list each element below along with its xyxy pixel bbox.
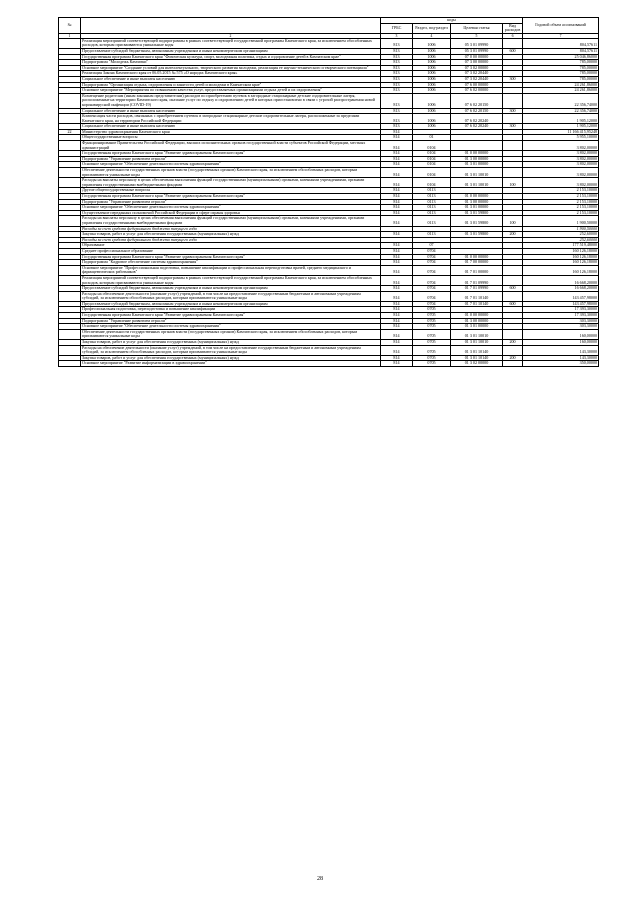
cell-name: Социальное обеспечение и иные выплаты населению bbox=[81, 124, 381, 130]
cell-rz: 0705 bbox=[413, 345, 451, 355]
cell-vr: 300 bbox=[503, 108, 523, 114]
cell-rz: 0705 bbox=[413, 318, 451, 324]
table-row bbox=[59, 265, 599, 275]
cell-name: Образование bbox=[81, 243, 381, 249]
table-row bbox=[59, 361, 599, 367]
cell-cs: 01 7 01 10140 bbox=[451, 291, 503, 301]
cell-name: Государственная программа Камчатского края "Развитие здравоохранения Камчатского края" bbox=[81, 313, 381, 319]
table-row bbox=[59, 345, 599, 355]
cell-cs: 01 3 01 10140 bbox=[451, 355, 503, 361]
cell-rz: 0705 bbox=[413, 355, 451, 361]
cell-cs: 01 3 00 00000 bbox=[451, 318, 503, 324]
cell-vr: 200 bbox=[503, 355, 523, 361]
cell-cs: 07 3 02 00000 bbox=[451, 65, 503, 71]
cell-name: Реализация Закона Камчатского края от 06.05.2015 № 575 «О народах Камчатского края» bbox=[81, 71, 381, 77]
cell-grbs: 814 bbox=[381, 205, 413, 211]
cell-sum: 804,57611 bbox=[523, 38, 599, 48]
cell-rz: 1006 bbox=[413, 54, 451, 60]
cell-vr bbox=[503, 114, 523, 124]
cell-grbs: 814 bbox=[381, 129, 413, 135]
cell-name: Подпрограмма "Управление развитием отрасли" bbox=[81, 199, 381, 205]
cell-sum: 2 153,10000 bbox=[523, 188, 599, 194]
cell-name: Государственная программа Камчатского края "Развитие здравоохранения Камчатского края" bbox=[81, 151, 381, 157]
cell-vr bbox=[503, 291, 523, 301]
cell-name: Расходы на обеспечение деятельности (оказание услуг) учреждений, в том числе на предоставление государственным бюджетным и автономным учреждениям субсидий, за исключением обособленных расходов, которым присваиваются уникальные коды bbox=[81, 291, 381, 301]
cell-cs bbox=[451, 141, 503, 151]
cell-grbs: 813 bbox=[381, 114, 413, 124]
cell-name: Подпрограмма "Управление развитием отрасли" bbox=[81, 156, 381, 162]
header-num: 5 bbox=[451, 33, 503, 38]
cell-sum: 3 802,00000 bbox=[523, 178, 599, 188]
cell-name: Закупка товаров, работ и услуг для обеспечения государственных (муниципальных) нужд bbox=[81, 232, 381, 238]
cell-name: Подпрограмма "Молодежь Камчатки" bbox=[81, 60, 381, 66]
cell-rz: 0704 bbox=[413, 260, 451, 266]
cell-rz: 0705 bbox=[413, 361, 451, 367]
table-row bbox=[59, 291, 599, 301]
cell-vr bbox=[503, 329, 523, 339]
header-name bbox=[81, 18, 381, 34]
cell-name: Обеспечение деятельности государственных органов власти (государственных органов) Камчатского края, за исключением обособленных расходов, которым присваиваются уникальные коды bbox=[81, 329, 381, 339]
cell-rz: 0113 bbox=[413, 210, 451, 216]
cell-vr: 600 bbox=[503, 301, 523, 307]
cell-name: Социальное обеспечение и иные выплаты населению bbox=[81, 76, 381, 82]
cell-grbs: 814 bbox=[381, 361, 413, 367]
cell-name: Другие общегосударственные вопросы bbox=[81, 188, 381, 194]
cell-grbs: 814 bbox=[381, 324, 413, 330]
cell-grbs: 814 bbox=[381, 254, 413, 260]
cell-no bbox=[59, 361, 81, 367]
cell-rz: 1006 bbox=[413, 65, 451, 71]
cell-grbs: 814 bbox=[381, 194, 413, 200]
cell-sum: 22 356,74000 bbox=[523, 108, 599, 114]
cell-vr bbox=[503, 361, 523, 367]
cell-grbs: 813 bbox=[381, 71, 413, 77]
cell-grbs: 813 bbox=[381, 38, 413, 48]
cell-rz: 0113 bbox=[413, 205, 451, 211]
header-section: Раздел, под-раздел bbox=[413, 23, 451, 33]
cell-no bbox=[59, 168, 81, 178]
cell-cs: 07 0 00 00000 bbox=[451, 54, 503, 60]
cell-vr: 600 bbox=[503, 286, 523, 292]
cell-grbs: 814 bbox=[381, 188, 413, 194]
cell-rz: 0113 bbox=[413, 199, 451, 205]
table-row bbox=[59, 93, 599, 108]
cell-name: Основное мероприятие "Обеспечение деятельности системы здравоохранения" bbox=[81, 205, 381, 211]
header-codes: коды bbox=[381, 18, 523, 24]
cell-vr bbox=[503, 38, 523, 48]
header-num: 4 bbox=[413, 33, 451, 38]
cell-sum: 350,00000 bbox=[523, 361, 599, 367]
cell-sum: 177 519,48000 bbox=[523, 243, 599, 249]
cell-vr: 300 bbox=[503, 124, 523, 130]
cell-sum: 160 126,18000 bbox=[523, 265, 599, 275]
cell-name: Закупка товаров, работ и услуг для обеспечения государственных (муниципальных) нужд bbox=[81, 340, 381, 346]
cell-name: Основное мероприятие "Развитие информатизации в здравоохранении" bbox=[81, 361, 381, 367]
cell-rz: 0704 bbox=[413, 265, 451, 275]
cell-rz: 1006 bbox=[413, 71, 451, 77]
cell-grbs: 814 bbox=[381, 232, 413, 238]
cell-grbs: 813 bbox=[381, 88, 413, 94]
cell-name: Предоставление субсидий бюджетным, автономным учреждениям и иным некоммерческим организациям bbox=[81, 286, 381, 292]
cell-cs: 01 3 01 00000 bbox=[451, 162, 503, 168]
cell-name: Социальное обеспечение и иные выплаты населению bbox=[81, 108, 381, 114]
cell-rz: 0704 bbox=[413, 275, 451, 285]
cell-name: Предоставление субсидий бюджетным, автономным учреждениям и иным некоммерческим организациям bbox=[81, 48, 381, 54]
cell-rz: 0104 bbox=[413, 178, 451, 188]
cell-rz: 0104 bbox=[413, 156, 451, 162]
cell-name: Основное мероприятие "Создание условий для интеллектуального, творческого развития молодежи, реализация ее научно-технического и творческого потенциала" bbox=[81, 65, 381, 71]
table-row bbox=[59, 38, 599, 48]
table-row bbox=[59, 275, 599, 285]
cell-grbs: 814 bbox=[381, 135, 413, 141]
cell-cs: 07 3 02 20440 bbox=[451, 76, 503, 82]
cell-rz: 1006 bbox=[413, 60, 451, 66]
cell-name: Расходы за счет средств федерального бюджета текущего года bbox=[81, 237, 381, 243]
cell-cs: 01 3 01 10010 bbox=[451, 340, 503, 346]
cell-no bbox=[59, 114, 81, 124]
cell-grbs: 814 bbox=[381, 243, 413, 249]
cell-sum: 303,30000 bbox=[523, 324, 599, 330]
cell-no bbox=[59, 275, 81, 285]
header-exp-type: Вид расходов bbox=[503, 23, 523, 33]
cell-sum: 5 955,10000 bbox=[523, 135, 599, 141]
cell-vr: 200 bbox=[503, 340, 523, 346]
cell-sum: 11 166 415,95248 bbox=[523, 129, 599, 135]
cell-name: Подпрограмма "Кадровое обеспечение системы здравоохранения" bbox=[81, 260, 381, 266]
cell-grbs: 814 bbox=[381, 345, 413, 355]
cell-sum: 1 900,50000 bbox=[523, 216, 599, 226]
cell-cs: 01 3 01 59800 bbox=[451, 232, 503, 238]
cell-vr: 300 bbox=[503, 76, 523, 82]
cell-grbs: 814 bbox=[381, 141, 413, 151]
cell-sum: 785,00000 bbox=[523, 65, 599, 71]
cell-sum: 24 261,86000 bbox=[523, 82, 599, 88]
cell-rz: 1006 bbox=[413, 124, 451, 130]
table-row bbox=[59, 216, 599, 226]
cell-grbs: 814 bbox=[381, 340, 413, 346]
table-row bbox=[59, 168, 599, 178]
cell-cs: 01 7 01 09990 bbox=[451, 275, 503, 285]
cell-grbs: 814 bbox=[381, 260, 413, 266]
cell-rz: 0113 bbox=[413, 194, 451, 200]
cell-cs: 01 3 00 00000 bbox=[451, 156, 503, 162]
cell-sum: 143 457,98000 bbox=[523, 291, 599, 301]
cell-name: Закупка товаров, работ и услуг для обеспечения государственных (муниципальных) нужд bbox=[81, 355, 381, 361]
table-row bbox=[59, 141, 599, 151]
cell-sum: 22 356,74000 bbox=[523, 93, 599, 108]
cell-vr bbox=[503, 265, 523, 275]
cell-vr bbox=[503, 93, 523, 108]
header-target: Целевая статья bbox=[451, 23, 503, 33]
cell-grbs: 814 bbox=[381, 307, 413, 313]
cell-name: Основное мероприятие "Профессиональная подготовка, повышение квалификации и профессиональная переподготовка врачей, среднего медицинского и фармацевтических работников" bbox=[81, 265, 381, 275]
cell-no bbox=[59, 291, 81, 301]
cell-grbs: 814 bbox=[381, 156, 413, 162]
header-num: 1 bbox=[59, 33, 81, 38]
cell-sum: 804,57611 bbox=[523, 48, 599, 54]
cell-sum: 24 261,86000 bbox=[523, 88, 599, 94]
cell-vr bbox=[503, 141, 523, 151]
cell-grbs: 814 bbox=[381, 329, 413, 339]
cell-cs: 07 3 02 20440 bbox=[451, 71, 503, 77]
cell-rz: 0104 bbox=[413, 168, 451, 178]
cell-grbs: 814 bbox=[381, 291, 413, 301]
cell-sum: 160 126,18000 bbox=[523, 248, 599, 254]
cell-rz: 1006 bbox=[413, 82, 451, 88]
cell-rz: 0704 bbox=[413, 301, 451, 307]
cell-rz: 1006 bbox=[413, 48, 451, 54]
cell-sum: 17 393,30000 bbox=[523, 313, 599, 319]
cell-no bbox=[59, 216, 81, 226]
cell-cs: 07 6 02 20240 bbox=[451, 114, 503, 124]
cell-cs: 01 7 00 00000 bbox=[451, 260, 503, 266]
cell-name: Профессиональная подготовка, переподготовка и повышение квалификации bbox=[81, 307, 381, 313]
cell-rz: 1006 bbox=[413, 76, 451, 82]
cell-cs: 01 0 00 00000 bbox=[451, 194, 503, 200]
table-body bbox=[59, 38, 599, 366]
cell-sum: 25 046,86000 bbox=[523, 54, 599, 60]
cell-sum: 16 668,20000 bbox=[523, 275, 599, 285]
header-num: 3 bbox=[381, 33, 413, 38]
cell-rz: 1006 bbox=[413, 93, 451, 108]
cell-cs: 01 3 01 10010 bbox=[451, 168, 503, 178]
cell-grbs: 814 bbox=[381, 265, 413, 275]
cell-sum: 3 802,00000 bbox=[523, 156, 599, 162]
cell-rz: 01 bbox=[413, 135, 451, 141]
cell-sum: 160 126,18000 bbox=[523, 254, 599, 260]
cell-vr: 600 bbox=[503, 48, 523, 54]
cell-cs: 01 3 01 10140 bbox=[451, 345, 503, 355]
cell-sum: 785,00000 bbox=[523, 60, 599, 66]
cell-rz: 0705 bbox=[413, 313, 451, 319]
cell-rz: 0705 bbox=[413, 329, 451, 339]
cell-rz: 0705 bbox=[413, 307, 451, 313]
cell-grbs: 814 bbox=[381, 151, 413, 157]
cell-grbs: 813 bbox=[381, 82, 413, 88]
cell-name: Общегосударственные вопросы bbox=[81, 135, 381, 141]
cell-sum: 2 153,10000 bbox=[523, 194, 599, 200]
cell-rz: 0705 bbox=[413, 324, 451, 330]
cell-name: Расходы за счет средств федерального бюджета текущего года bbox=[81, 226, 381, 232]
cell-sum: 252,60000 bbox=[523, 237, 599, 243]
header-num: 2 bbox=[81, 33, 381, 38]
cell-grbs: 813 bbox=[381, 93, 413, 108]
cell-rz: 1006 bbox=[413, 38, 451, 48]
cell-grbs: 814 bbox=[381, 199, 413, 205]
cell-sum: 160 126,18000 bbox=[523, 260, 599, 266]
cell-cs: 01 0 00 00000 bbox=[451, 151, 503, 157]
cell-grbs: 813 bbox=[381, 65, 413, 71]
cell-rz: 0104 bbox=[413, 162, 451, 168]
cell-rz: 1006 bbox=[413, 114, 451, 124]
cell-name: Осуществление переданных полномочий Российской Федерации в сфере охраны здоровья bbox=[81, 210, 381, 216]
cell-no bbox=[59, 265, 81, 275]
cell-rz: 0104 bbox=[413, 141, 451, 151]
cell-rz: 0113 bbox=[413, 188, 451, 194]
cell-sum: 1 905,12000 bbox=[523, 124, 599, 130]
cell-sum: 2 153,10000 bbox=[523, 210, 599, 216]
table-row bbox=[59, 178, 599, 188]
cell-no bbox=[59, 178, 81, 188]
cell-cs: 01 3 02 00000 bbox=[451, 361, 503, 367]
cell-rz: 1006 bbox=[413, 108, 451, 114]
cell-cs: 01 0 00 00000 bbox=[451, 313, 503, 319]
cell-name: Основное мероприятие "Обеспечение деятельности системы здравоохранения" bbox=[81, 162, 381, 168]
cell-grbs: 814 bbox=[381, 210, 413, 216]
cell-grbs: 814 bbox=[381, 216, 413, 226]
cell-cs: 01 3 01 59800 bbox=[451, 210, 503, 216]
cell-cs: 07 6 02 20150 bbox=[451, 108, 503, 114]
cell-name: Расходы на обеспечение деятельности (оказание услуг) учреждений, в том числе на предоставление государственным бюджетным и автономным учреждениям субсидий, за исключением обособленных расходов, которым присваиваются уникальные коды bbox=[81, 345, 381, 355]
cell-cs: 01 7 01 00000 bbox=[451, 265, 503, 275]
cell-sum: 17 393,30000 bbox=[523, 307, 599, 313]
cell-sum: 160,00000 bbox=[523, 340, 599, 346]
cell-name: Основное мероприятие "Обеспечение деятельности системы здравоохранения" bbox=[81, 324, 381, 330]
cell-rz: 0104 bbox=[413, 151, 451, 157]
table-row bbox=[59, 329, 599, 339]
cell-name: Среднее профессиональное образование bbox=[81, 248, 381, 254]
cell-name: Возмещение родителям (иным законным представителям) расходов по приобретению путевок в загородные стационарные детские оздоровительные лагеря, расположенные на территории Камчатского края, оказание услуг по отдыху и оздоровлению детей в которых приостановлено в связи с угрозой распространения новой коронавирусной инфекции (COVID-19) bbox=[81, 93, 381, 108]
cell-sum: 785,00000 bbox=[523, 71, 599, 77]
cell-cs: 01 3 01 59800 bbox=[451, 216, 503, 226]
cell-no: 22 bbox=[59, 129, 81, 135]
cell-no bbox=[59, 329, 81, 339]
header-num: 6 bbox=[503, 33, 523, 38]
cell-name: Подпрограмма "Организация отдыха, оздоровления и занятости детей и молодежи в Камчатском крае" bbox=[81, 82, 381, 88]
cell-grbs: 813 bbox=[381, 76, 413, 82]
cell-grbs: 814 bbox=[381, 301, 413, 307]
cell-sum: 1 900,50000 bbox=[523, 226, 599, 232]
cell-grbs: 814 bbox=[381, 355, 413, 361]
cell-grbs: 813 bbox=[381, 108, 413, 114]
cell-grbs: 813 bbox=[381, 124, 413, 130]
cell-rz: 0113 bbox=[413, 232, 451, 238]
cell-sum: 3 802,00000 bbox=[523, 151, 599, 157]
cell-sum: 303,30000 bbox=[523, 318, 599, 324]
cell-sum: 160,00000 bbox=[523, 329, 599, 339]
cell-cs: 05 3 01 09990 bbox=[451, 48, 503, 54]
budget-table-sheet bbox=[58, 17, 598, 367]
cell-cs: 07 6 00 00000 bbox=[451, 82, 503, 88]
cell-cs: 01 3 01 00000 bbox=[451, 324, 503, 330]
cell-grbs: 814 bbox=[381, 248, 413, 254]
cell-cs: 01 7 01 10140 bbox=[451, 301, 503, 307]
cell-sum: 3 802,00000 bbox=[523, 168, 599, 178]
cell-name: Расходы на выплаты персоналу в целях обеспечения выполнения функций государственными (муниципальными) органами, казенными учреждениями, органами управления государственными внебюджетными фондами bbox=[81, 178, 381, 188]
cell-sum: 1 905,12000 bbox=[523, 114, 599, 124]
cell-no bbox=[59, 345, 81, 355]
cell-cs: 01 0 00 00000 bbox=[451, 254, 503, 260]
cell-cs: 01 3 01 00000 bbox=[451, 205, 503, 211]
cell-vr bbox=[503, 275, 523, 285]
cell-name: Государственная программа Камчатского края "Развитие здравоохранения Камчатского края" bbox=[81, 254, 381, 260]
cell-cs: 07 6 02 00000 bbox=[451, 88, 503, 94]
cell-name: Реализация мероприятий соответствующей подпрограммы в рамках соответствующей государственной программы Камчатского края, за исключением обособленных расходов, которым присваиваются уникальные коды bbox=[81, 38, 381, 48]
cell-vr: 100 bbox=[503, 178, 523, 188]
cell-grbs: 814 bbox=[381, 168, 413, 178]
cell-sum: 2 153,10000 bbox=[523, 199, 599, 205]
cell-name: Государственная программа Камчатского края "Физическая культура, спорт, молодежная политика, отдых и оздоровление детей в Камчатском крае" bbox=[81, 54, 381, 60]
cell-name: Расходы на выплаты персоналу в целях обеспечения выполнения функций государственными (муниципальными) органами, казенными учреждениями, органами управления государственными внебюджетными фондами bbox=[81, 216, 381, 226]
cell-grbs: 814 bbox=[381, 286, 413, 292]
header-amount: Годовой объем ассигнований bbox=[523, 18, 599, 34]
cell-cs: 07 3 00 00000 bbox=[451, 60, 503, 66]
cell-rz: 0704 bbox=[413, 254, 451, 260]
cell-grbs: 813 bbox=[381, 60, 413, 66]
cell-cs: 07 6 02 20150 bbox=[451, 93, 503, 108]
cell-rz: 0705 bbox=[413, 340, 451, 346]
cell-name: Функционирование Правительства Российской Федерации, высших исполнительных органов государственной власти субъектов Российской Федерации, местных администраций bbox=[81, 141, 381, 151]
cell-no bbox=[59, 93, 81, 108]
cell-grbs: 814 bbox=[381, 178, 413, 188]
cell-name: Министерство здравоохранения Камчатского края bbox=[81, 129, 381, 135]
cell-sum: 143,30000 bbox=[523, 355, 599, 361]
header-num: 7 bbox=[523, 33, 599, 38]
cell-grbs: 814 bbox=[381, 275, 413, 285]
cell-name: Компенсация части расходов, связанных с приобретением путевок в загородные стационарные детские оздоровительные лагеря, расположенные за пределами Камчатского края, на территории Российской Федерации bbox=[81, 114, 381, 124]
cell-name: Реализация мероприятий соответствующей подпрограммы в рамках соответствующей государственной программы Камчатского края, за исключением обособленных расходов, которым присваиваются уникальные коды bbox=[81, 275, 381, 285]
cell-grbs: 814 bbox=[381, 162, 413, 168]
cell-cs: 07 6 02 20240 bbox=[451, 124, 503, 130]
cell-cs: 01 3 01 10010 bbox=[451, 178, 503, 188]
cell-name: Обеспечение деятельности государственных органов власти (государственных органов) Камчатского края, за исключением обособленных расходов, которым присваиваются уникальные коды bbox=[81, 168, 381, 178]
header-no: № bbox=[59, 18, 81, 34]
cell-cs: 01 3 01 10010 bbox=[451, 329, 503, 339]
table-row bbox=[59, 114, 599, 124]
cell-grbs: 814 bbox=[381, 313, 413, 319]
cell-sum: 252,60000 bbox=[523, 232, 599, 238]
cell-name: Государственная программа Камчатского края "Развитие здравоохранения Камчатского края" bbox=[81, 194, 381, 200]
cell-rz: 07 bbox=[413, 243, 451, 249]
cell-name: Подпрограмма "Управление развитием отрасли" bbox=[81, 318, 381, 324]
cell-sum: 16 668,20000 bbox=[523, 286, 599, 292]
cell-rz: 0704 bbox=[413, 291, 451, 301]
cell-vr bbox=[503, 345, 523, 355]
page-number: 28 bbox=[317, 876, 323, 882]
cell-cs: 05 3 01 09990 bbox=[451, 38, 503, 48]
cell-sum: 143,30000 bbox=[523, 345, 599, 355]
cell-name: Основное мероприятие "Мероприятия по повышению качества услуг, предоставляемых организациями отдыха детей и их оздоровления" bbox=[81, 88, 381, 94]
cell-name: Предоставление субсидий бюджетным, автономным учреждениям и иным некоммерческим организациям bbox=[81, 301, 381, 307]
cell-rz: 0113 bbox=[413, 216, 451, 226]
cell-no bbox=[59, 141, 81, 151]
cell-rz: 0704 bbox=[413, 248, 451, 254]
budget-table bbox=[58, 17, 599, 367]
cell-grbs: 813 bbox=[381, 54, 413, 60]
cell-vr: 100 bbox=[503, 216, 523, 226]
cell-sum: 2 153,10000 bbox=[523, 205, 599, 211]
cell-cs: 01 3 00 00000 bbox=[451, 199, 503, 205]
cell-cs: 01 7 01 09990 bbox=[451, 286, 503, 292]
header-grbs: ГРБС bbox=[381, 23, 413, 33]
cell-rz: 1006 bbox=[413, 88, 451, 94]
cell-vr: 200 bbox=[503, 232, 523, 238]
cell-vr bbox=[503, 168, 523, 178]
cell-grbs: 814 bbox=[381, 318, 413, 324]
cell-sum: 3 802,00000 bbox=[523, 162, 599, 168]
cell-sum: 3 802,00000 bbox=[523, 141, 599, 151]
cell-sum: 143 457,98000 bbox=[523, 301, 599, 307]
cell-sum: 785,00000 bbox=[523, 76, 599, 82]
cell-grbs: 813 bbox=[381, 48, 413, 54]
cell-no bbox=[59, 38, 81, 48]
cell-rz: 0704 bbox=[413, 286, 451, 292]
